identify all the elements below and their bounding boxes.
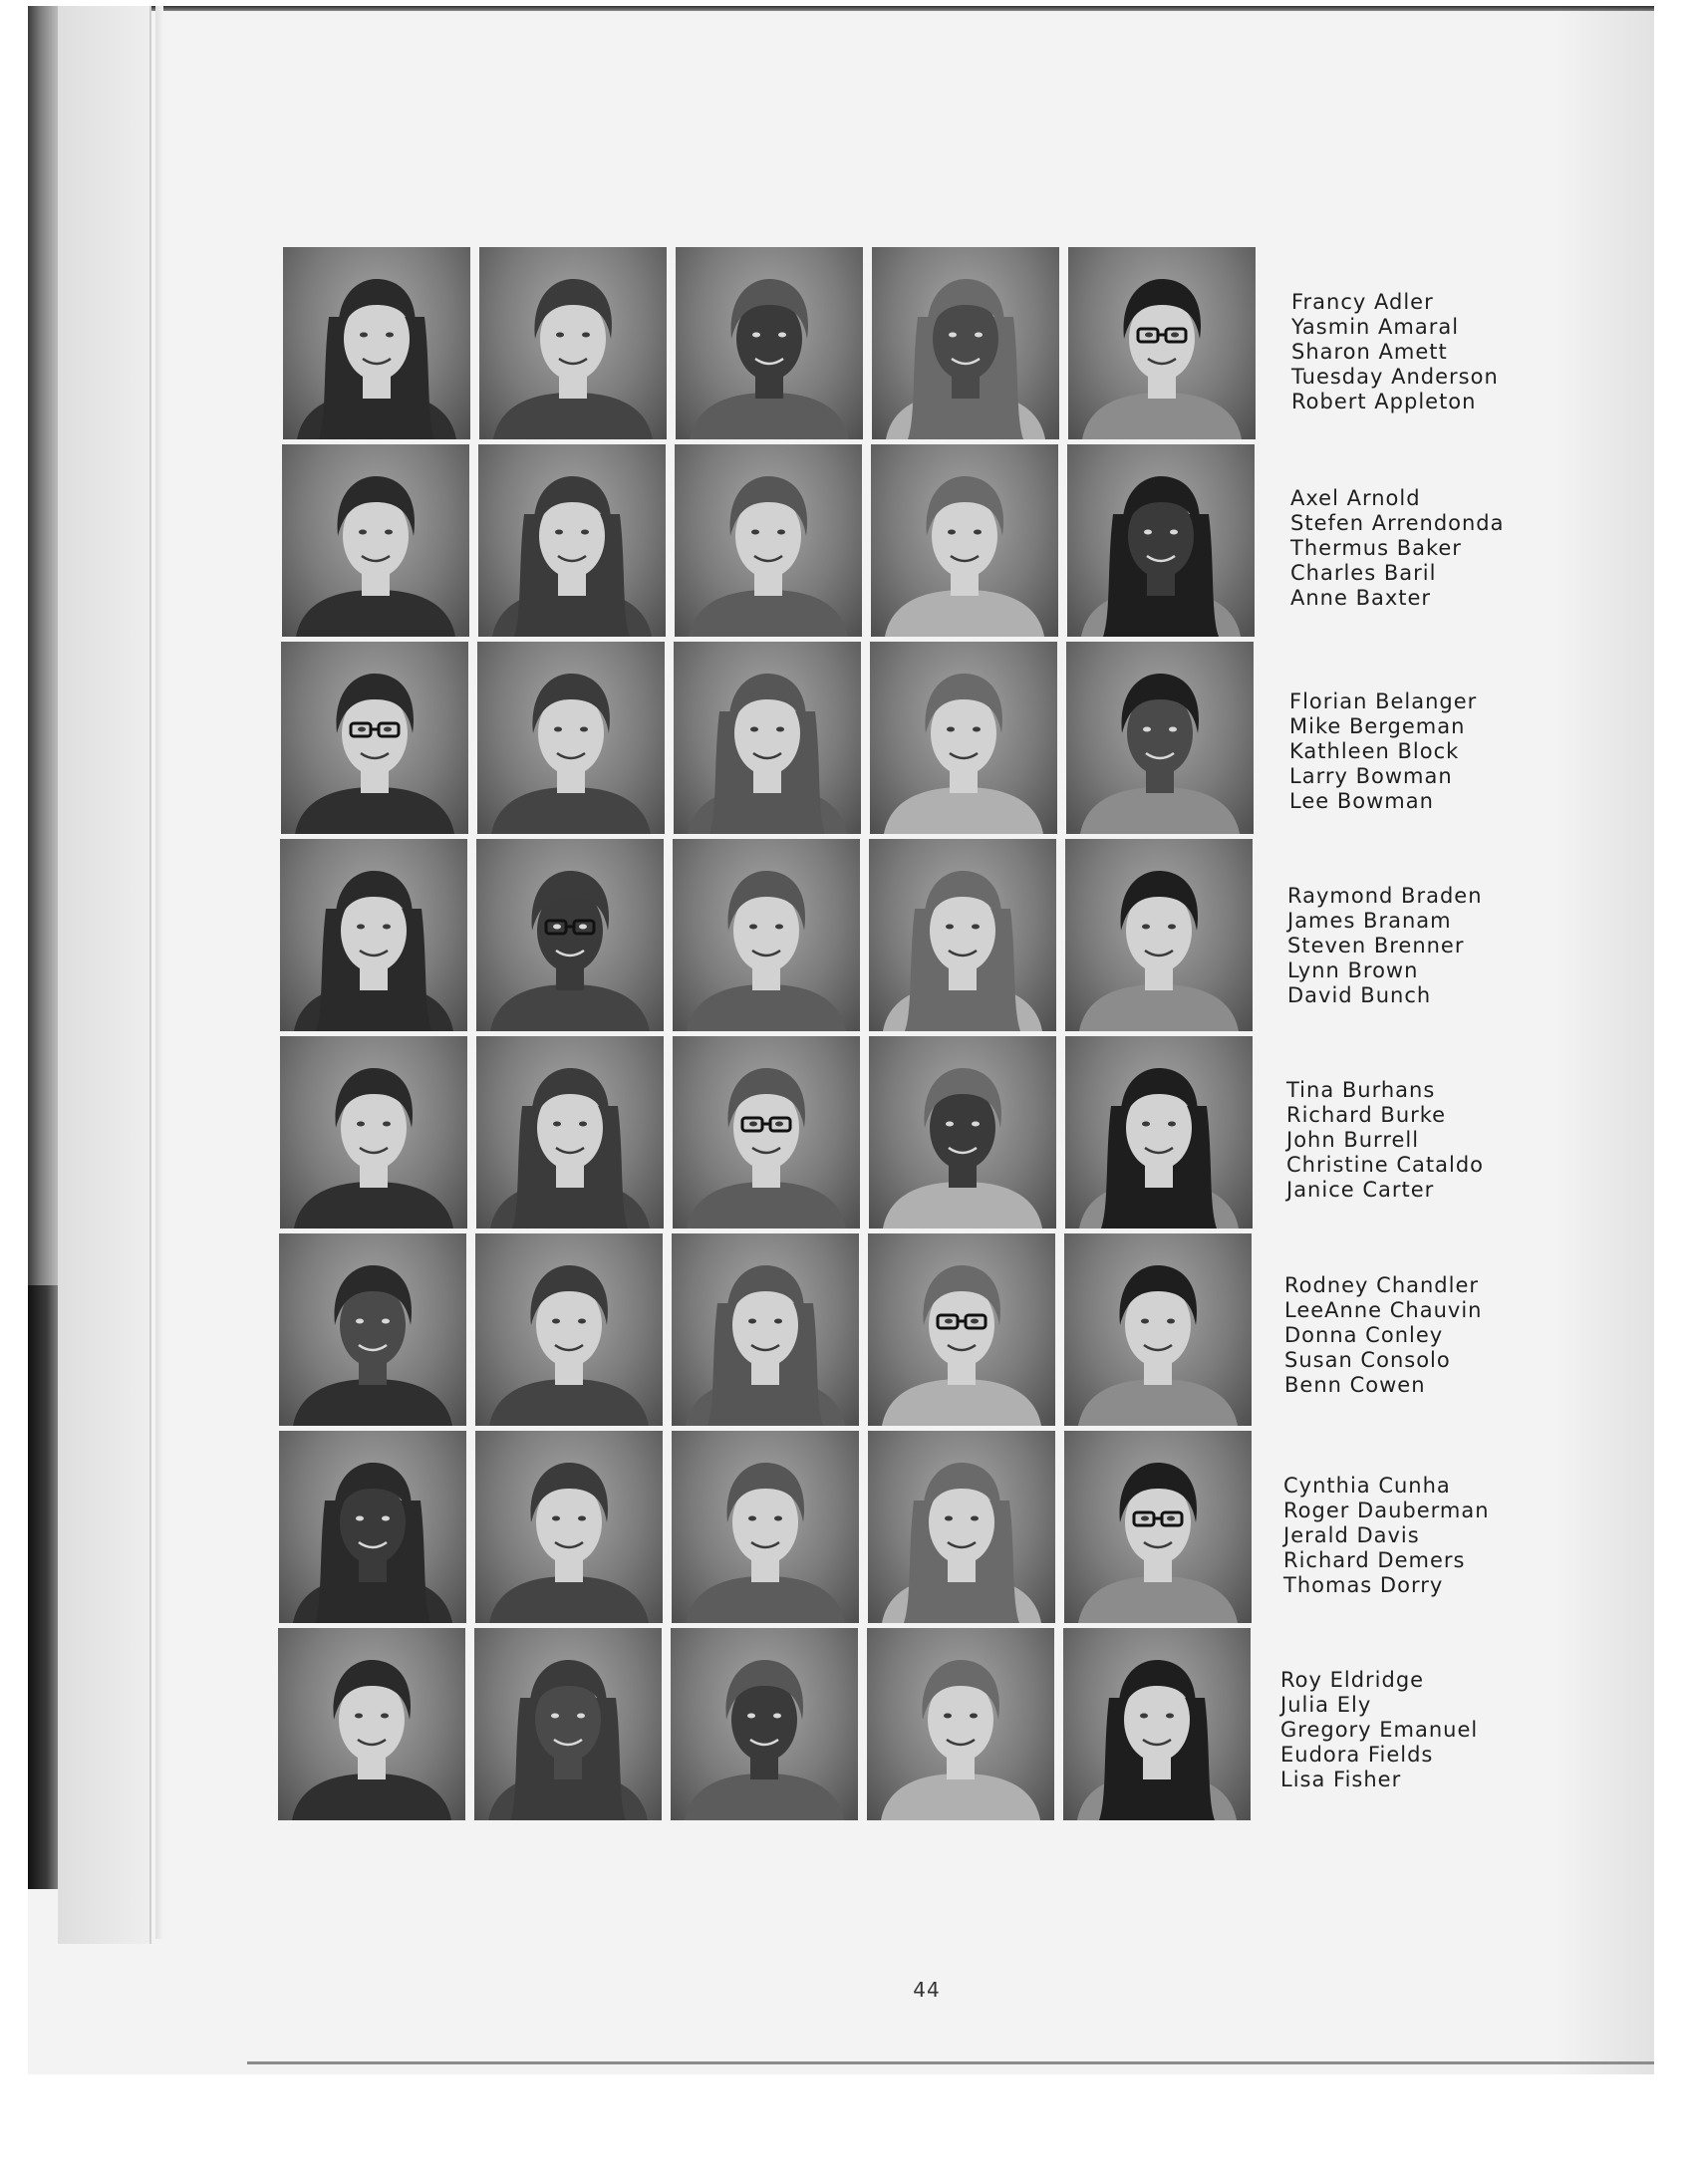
student-portrait — [869, 1036, 1056, 1228]
student-name: Larry Bowman — [1289, 764, 1453, 788]
name-list — [1289, 689, 1539, 814]
student-portrait — [870, 642, 1057, 834]
student-portrait — [868, 1431, 1055, 1623]
student-portrait — [674, 642, 861, 834]
student-name: Stefen Arrendonda — [1290, 511, 1505, 535]
student-name: Robert Appleton — [1291, 390, 1477, 413]
student-portrait — [673, 1036, 860, 1228]
student-portrait — [279, 1233, 466, 1426]
underlying-page-edge — [58, 6, 151, 1944]
student-name: Janice Carter — [1286, 1178, 1435, 1202]
student-portrait — [475, 1233, 663, 1426]
student-portrait — [1066, 642, 1254, 834]
student-portrait — [672, 1431, 859, 1623]
student-name: Charles Baril — [1290, 561, 1437, 585]
student-portrait — [477, 642, 665, 834]
student-portrait — [871, 444, 1058, 637]
student-portrait — [283, 247, 470, 439]
name-list — [1280, 1668, 1530, 1792]
student-portrait — [475, 1431, 663, 1623]
student-portrait — [476, 839, 664, 1031]
bottom-rule — [247, 2061, 1654, 2064]
student-name: Roy Eldridge — [1280, 1668, 1425, 1692]
student-name: Donna Conley — [1284, 1323, 1444, 1347]
student-portrait — [282, 444, 469, 637]
name-list — [1291, 290, 1541, 414]
student-portrait — [673, 839, 860, 1031]
page-top-edge — [28, 6, 1654, 11]
student-name: Mike Bergeman — [1289, 714, 1466, 738]
student-name: Rodney Chandler — [1284, 1273, 1480, 1297]
student-name: Francy Adler — [1291, 290, 1434, 314]
student-portrait — [1068, 247, 1256, 439]
student-name: Roger Dauberman — [1283, 1499, 1490, 1522]
student-name: Florian Belanger — [1289, 689, 1478, 713]
student-portrait — [476, 1036, 664, 1228]
name-list — [1286, 1078, 1536, 1203]
student-portrait — [872, 247, 1059, 439]
student-portrait — [280, 839, 467, 1031]
student-name: Tuesday Anderson — [1291, 365, 1499, 389]
student-name: Kathleen Block — [1289, 739, 1460, 763]
student-name: Axel Arnold — [1290, 486, 1421, 510]
student-portrait — [869, 839, 1056, 1031]
student-portrait — [1067, 444, 1255, 637]
name-list — [1284, 1273, 1534, 1398]
student-name: Benn Cowen — [1284, 1373, 1426, 1397]
student-portrait — [1065, 1036, 1253, 1228]
student-portrait — [279, 1431, 466, 1623]
student-name: Anne Baxter — [1290, 586, 1432, 610]
page-number: 44 — [913, 1978, 941, 2002]
student-portrait — [675, 444, 862, 637]
student-name: Thermus Baker — [1290, 536, 1462, 560]
student-name: Cynthia Cunha — [1283, 1474, 1451, 1498]
student-name: Eudora Fields — [1280, 1743, 1434, 1767]
student-portrait — [478, 444, 666, 637]
student-name: Yasmin Amaral — [1291, 315, 1460, 339]
page-shadow — [1554, 6, 1654, 2074]
student-name: Raymond Braden — [1287, 884, 1483, 908]
student-portrait — [868, 1233, 1055, 1426]
student-name: Christine Cataldo — [1286, 1153, 1485, 1177]
student-portrait — [672, 1233, 859, 1426]
student-name: David Bunch — [1287, 983, 1432, 1007]
student-portrait — [278, 1628, 465, 1820]
student-name: Sharon Amett — [1291, 340, 1448, 364]
student-portrait — [1063, 1628, 1251, 1820]
student-name: Lisa Fisher — [1280, 1768, 1402, 1791]
name-list — [1290, 486, 1540, 611]
student-portrait — [474, 1628, 662, 1820]
student-name: LeeAnne Chauvin — [1284, 1298, 1483, 1322]
inner-page-edge — [155, 6, 163, 1939]
student-portrait — [671, 1628, 858, 1820]
student-portrait — [281, 642, 468, 834]
student-name: Richard Demers — [1283, 1548, 1466, 1572]
student-name: Jerald Davis — [1283, 1523, 1420, 1547]
student-portrait — [280, 1036, 467, 1228]
student-portrait — [1064, 1233, 1252, 1426]
name-list — [1287, 884, 1537, 1008]
student-name: Thomas Dorry — [1283, 1573, 1444, 1597]
name-list — [1283, 1474, 1533, 1598]
book-binding-lower — [28, 1285, 60, 1889]
student-name: Richard Burke — [1286, 1103, 1447, 1127]
student-name: Tina Burhans — [1286, 1078, 1436, 1102]
student-name: John Burrell — [1286, 1128, 1420, 1152]
student-name: Lynn Brown — [1287, 958, 1419, 982]
student-portrait — [1065, 839, 1253, 1031]
student-portrait — [1064, 1431, 1252, 1623]
student-portrait — [867, 1628, 1054, 1820]
student-name: Julia Ely — [1280, 1693, 1372, 1717]
student-name: Susan Consolo — [1284, 1348, 1451, 1372]
student-name: James Branam — [1287, 909, 1452, 933]
student-portrait — [479, 247, 667, 439]
student-name: Lee Bowman — [1289, 789, 1434, 813]
student-portrait — [676, 247, 863, 439]
student-name: Gregory Emanuel — [1280, 1718, 1479, 1742]
student-name: Steven Brenner — [1287, 934, 1465, 957]
